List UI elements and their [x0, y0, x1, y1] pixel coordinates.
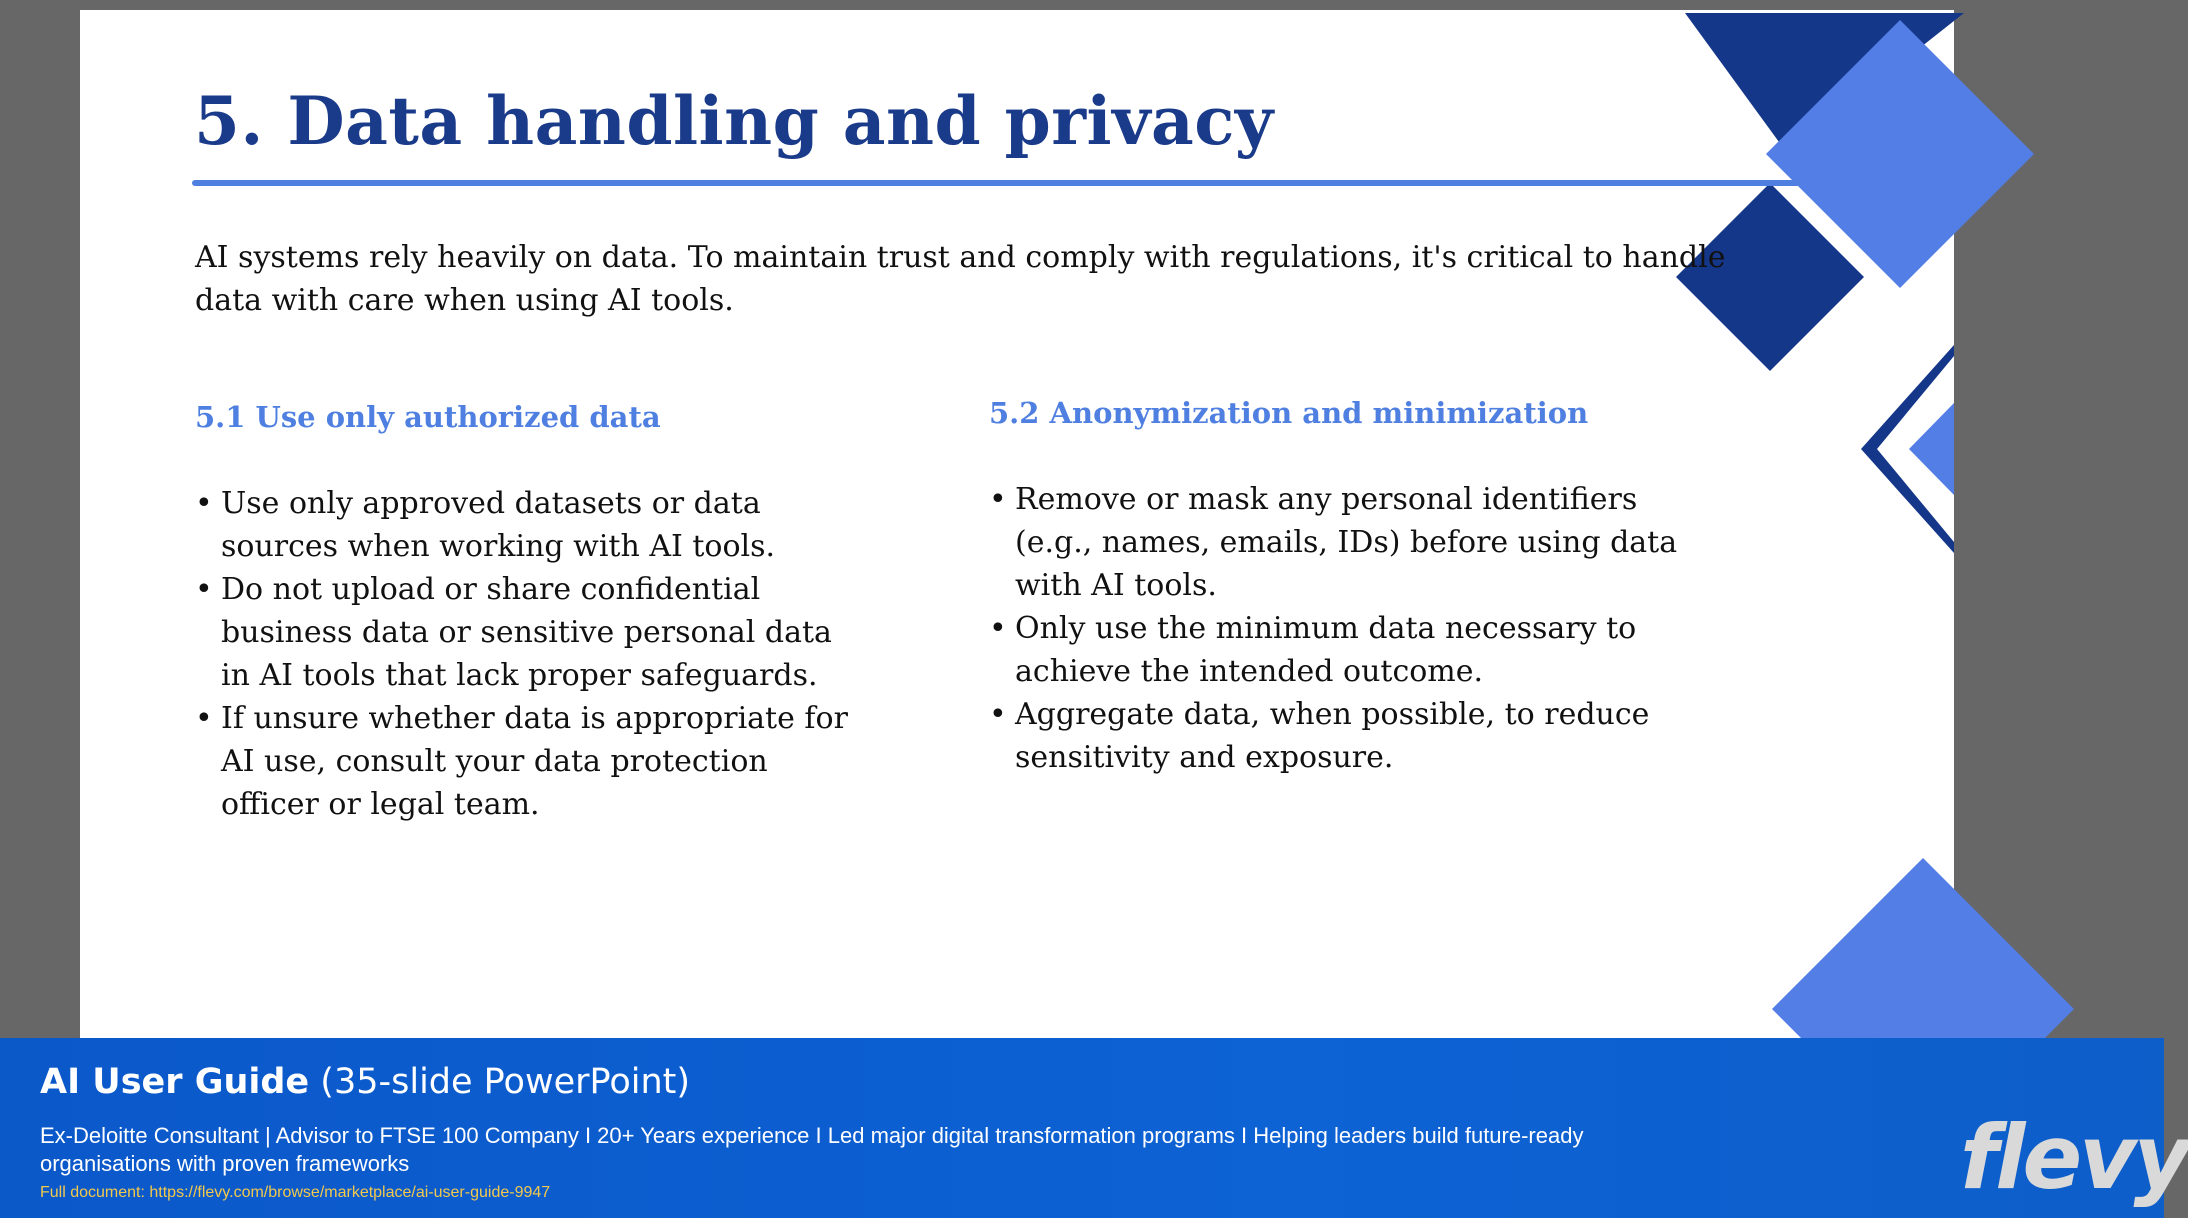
flevy-logo[interactable]: flevy — [1960, 1106, 2188, 1209]
bullet-list — [195, 482, 855, 826]
list-item: • Use only approved datasets or data sources when working with AI tools. — [195, 482, 855, 568]
list-item: • If unsure whether data is appropriate for AI use, consult your data protection officer or legal team. — [195, 697, 855, 826]
footer-title-bold: AI User Guide — [40, 1062, 310, 1102]
footer-banner — [0, 1038, 2188, 1218]
footer-document-link[interactable]: Full document: https://flevy.com/browse/marketplace/ai-user-guide-9947 — [40, 1184, 551, 1201]
list-item: • Remove or mask any personal identifiers (e.g., names, emails, IDs) before using data with AI tools. — [989, 478, 1679, 607]
slide — [80, 10, 1954, 1038]
section-heading: 5.1 Use only authorized data — [195, 400, 661, 434]
footer-description: Ex-Deloitte Consultant | Advisor to FTSE 100 Company I 20+ Years experience I Led major digital transformation programs I Helping leaders build future-ready organisations with proven frameworks — [40, 1123, 1584, 1176]
list-item: • Do not upload or share confidential business data or sensitive personal data in AI tools that lack proper safeguards. — [195, 568, 855, 697]
bullet-list — [989, 478, 1679, 779]
section-authorized-data — [195, 400, 855, 826]
page-title: 5. Data handling and privacy — [194, 82, 1274, 160]
intro-paragraph: AI systems rely heavily on data. To maintain trust and comply with regulations, it's critical to handle data with care when using AI tools. — [195, 240, 1726, 318]
list-item: • Aggregate data, when possible, to reduce sensitivity and exposure. — [989, 693, 1679, 779]
light-blue-small-triangle — [1909, 403, 1954, 495]
footer-title — [40, 1062, 690, 1102]
section-heading: 5.2 Anonymization and minimization — [989, 396, 1589, 430]
list-item: • Only use the minimum data necessary to achieve the intended outcome. — [989, 607, 1679, 693]
footer-title-rest: (35-slide PowerPoint) — [309, 1062, 691, 1102]
section-anonymization — [989, 396, 1679, 779]
title-divider — [192, 180, 1800, 186]
